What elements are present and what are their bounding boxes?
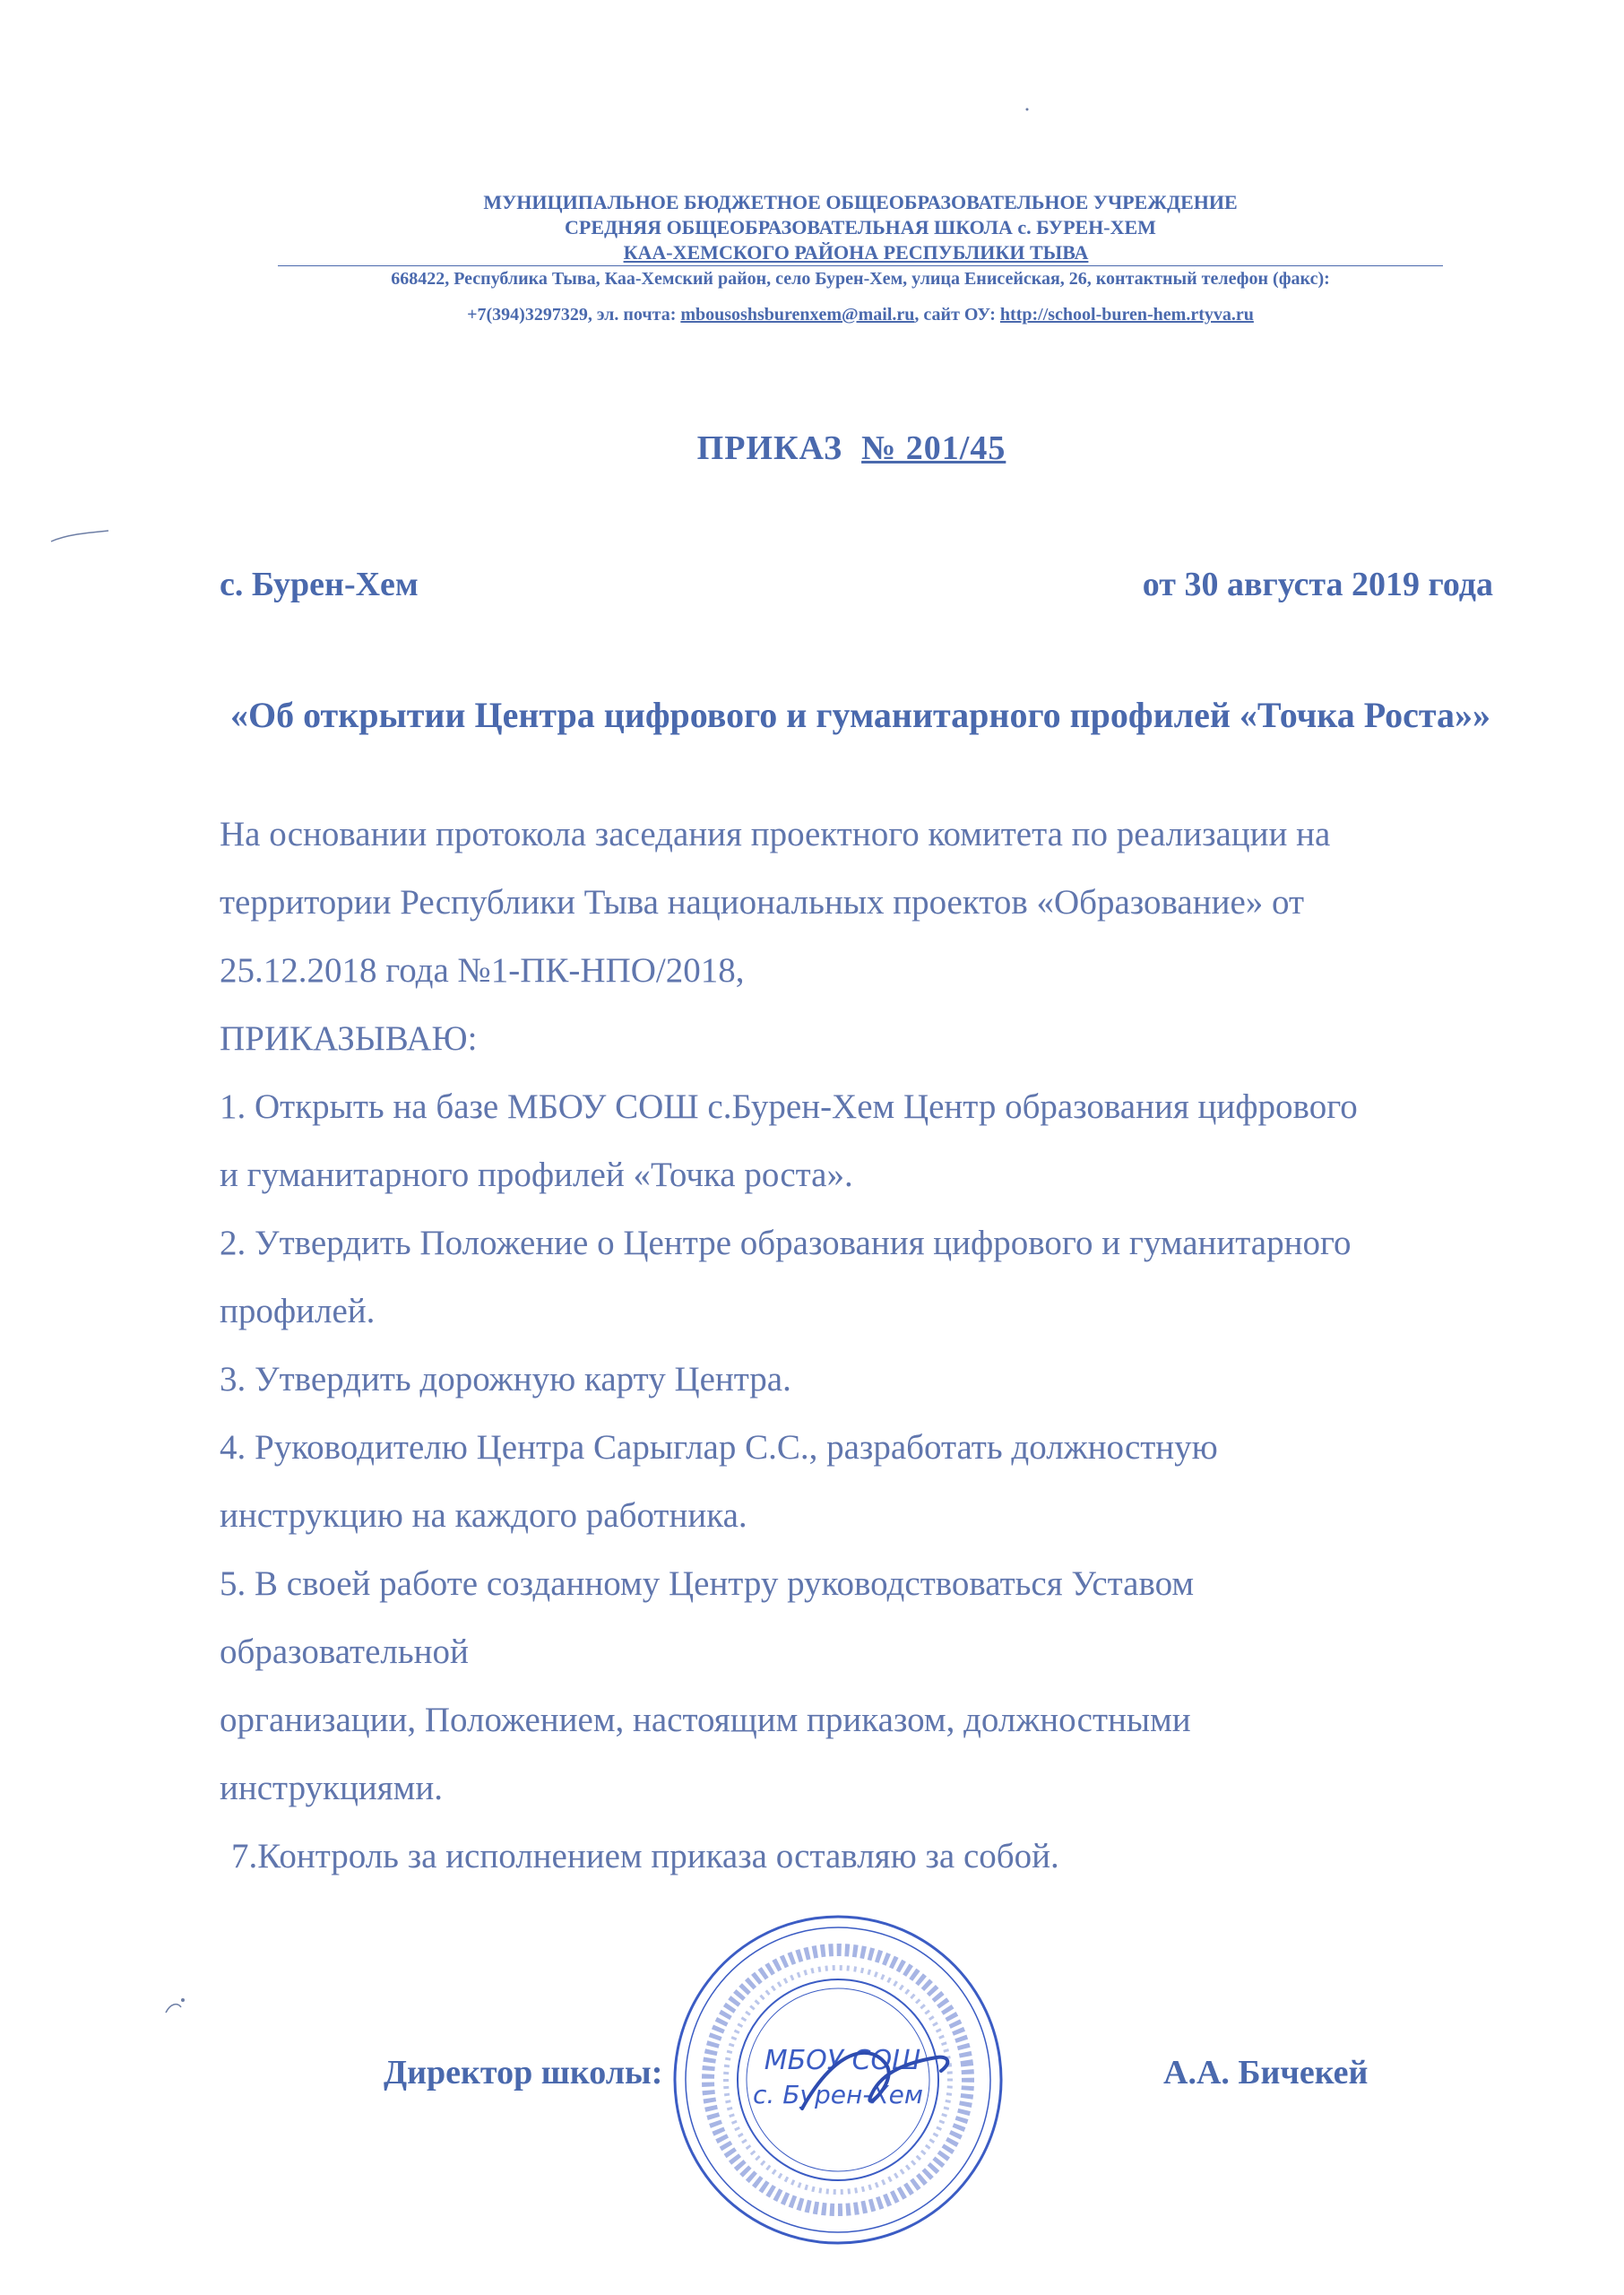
basis-line-3: 25.12.2018 года №1-ПК-НПО/2018, <box>220 951 745 990</box>
official-stamp <box>668 1910 1008 2250</box>
basis-line-1: На основании протокола заседания проектного комитета по реализации на <box>220 815 1331 853</box>
order-number: № 201/45 <box>861 429 1006 467</box>
header-institution: МУНИЦИПАЛЬНОЕ БЮДЖЕТНОЕ ОБЩЕОБРАЗОВАТЕЛЬНОЕ УЧРЕЖДЕНИЕ <box>483 191 1238 213</box>
header-region-text: КАА-ХЕМСКОГО РАЙОНА РЕСПУБЛИКИ ТЫВА <box>623 241 1089 264</box>
item-3: 3. Утвердить дорожную карту Центра. <box>220 1360 791 1399</box>
scan-artifact-dots <box>161 1995 188 2022</box>
item-2-line-2: профилей. <box>220 1292 376 1330</box>
item-4-line-2: инструкцию на каждого работника. <box>220 1496 747 1535</box>
item-5-line-1: 5. В своей работе созданному Центру руководствоваться Уставом <box>220 1564 1195 1603</box>
order-subject: «Об открытии Центра цифрового и гуманитарного профилей «Точка Роста»» <box>229 695 1491 735</box>
order-date: от 30 августа 2019 года <box>1142 566 1493 603</box>
item-5-line-3: организации, Положением, настоящим приказом, должностными <box>220 1701 1191 1739</box>
order-word: ПРИКАЗ <box>696 429 843 467</box>
header-email-link[interactable]: mbousoshsburenxem@mail.ru <box>680 305 915 325</box>
item-5-line-4: инструкциями. <box>220 1769 443 1807</box>
order-title <box>627 429 1075 468</box>
header-divider <box>278 265 1443 266</box>
item-2-line-1: 2. Утвердить Положение о Центре образования цифрового и гуманитарного <box>220 1224 1352 1262</box>
stamp-center-line-2: с. Бурен-Хем <box>753 2080 923 2109</box>
stamp-center-line-1: МБОУ СОШ <box>764 2045 921 2076</box>
basis-line-2: территории Республики Тыва национальных проектов «Образование» от <box>220 883 1305 922</box>
order-directive: ПРИКАЗЫВАЮ: <box>220 1019 478 1058</box>
signature-name: А.А. Бичекей <box>1163 2054 1369 2091</box>
header-site-prefix: , сайт ОУ: <box>914 305 1000 325</box>
item-5-line-2: образовательной <box>220 1632 469 1671</box>
scan-artifact-left <box>49 529 112 547</box>
item-1-line-2: и гуманитарного профилей «Точка роста». <box>220 1156 853 1194</box>
header-site-link[interactable]: http://school-buren-hem.rtyva.ru <box>999 305 1254 325</box>
header-school: СРЕДНЯЯ ОБЩЕОБРАЗОВАТЕЛЬНАЯ ШКОЛА с. БУРЕН-ХЕМ <box>565 216 1156 238</box>
header-address: 668422, Республика Тыва, Каа-Хемский район, село Бурен-Хем, улица Енисейская, 26, контактный телефон (факс): <box>391 269 1330 289</box>
header-region <box>269 241 1443 264</box>
order-place: с. Бурен-Хем <box>220 566 419 603</box>
item-4-line-1: 4. Руководителю Центра Сарыглар С.С., разработать должностную <box>220 1428 1218 1467</box>
signature-label: Директор школы: <box>384 2054 663 2091</box>
header-contacts <box>269 305 1452 325</box>
header-phone: +7(394)3297329, эл. почта: <box>467 305 681 325</box>
item-1-line-1: 1. Открыть на базе МБОУ СОШ с.Бурен-Хем Центр образования цифрового <box>220 1087 1358 1126</box>
item-7: 7.Контроль за исполнением приказа оставляю за собой. <box>231 1837 1059 1875</box>
scan-artifact-dot <box>1022 106 1032 113</box>
